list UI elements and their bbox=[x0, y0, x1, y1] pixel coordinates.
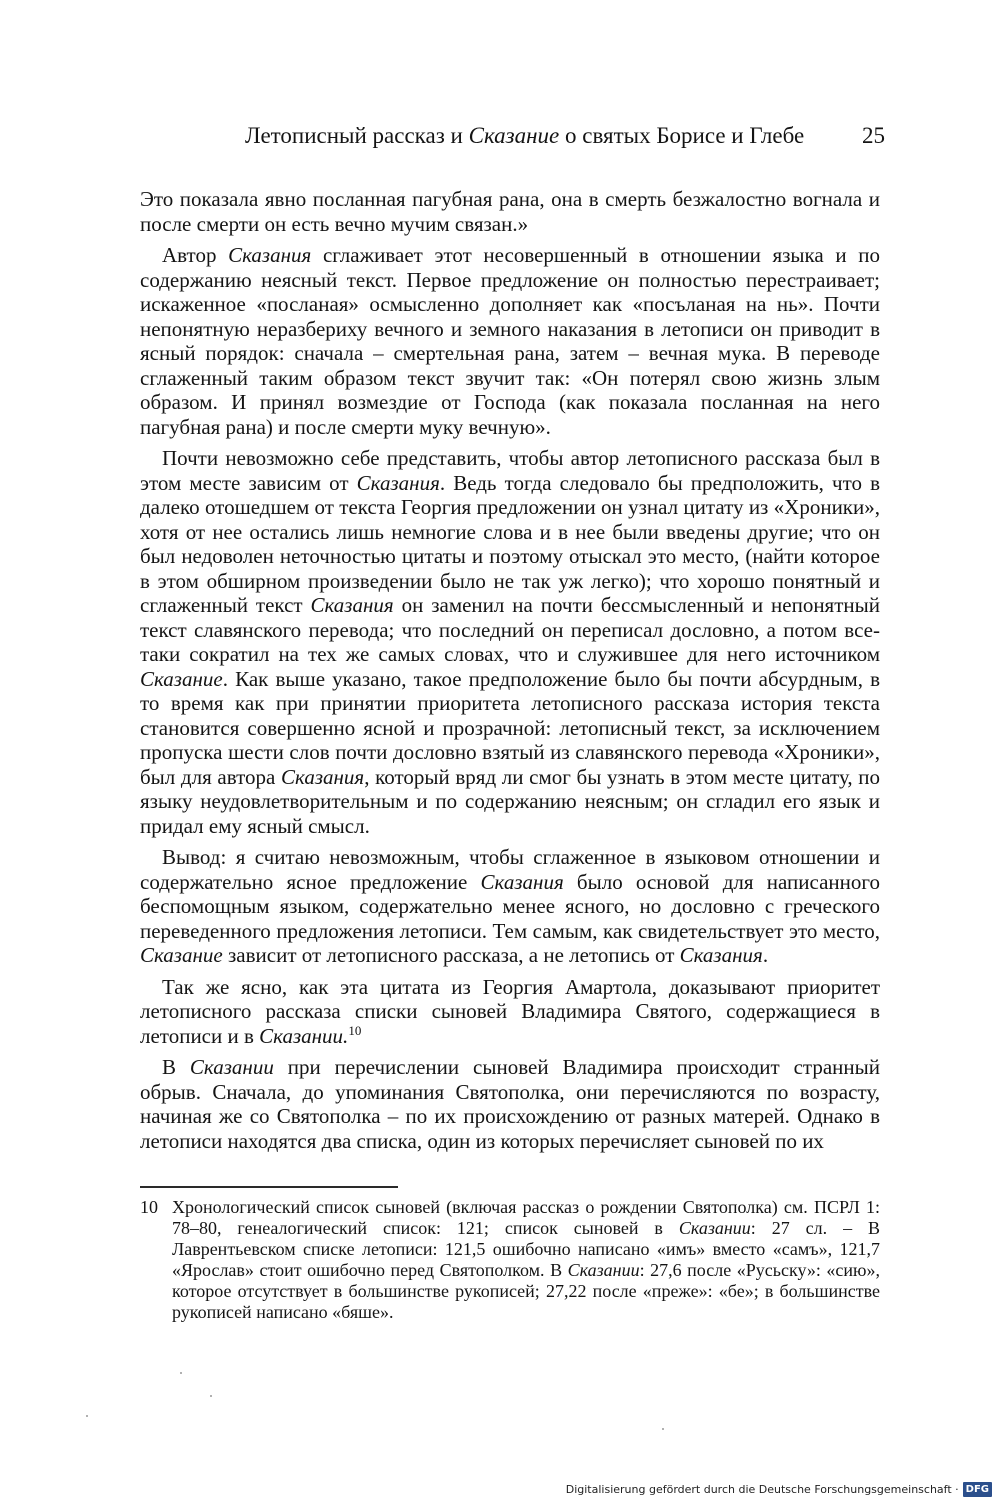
footnote-divider bbox=[140, 1186, 398, 1188]
page-number: 25 bbox=[862, 123, 885, 148]
paragraph-5: Так же ясно, как эта цитата из Георгия Амартола, доказывают приоритет летописного рассказа списки сыновей Владимира Святого, содержащиеся в летописи и в Сказании.$^{10}$ bbox=[140, 974, 880, 1048]
paragraph-1: Это показала явно посланная пагубная рана, она в смерть безжалостно вогнала и после смерти он есть вечно мучим связан.» bbox=[140, 187, 880, 236]
running-title: Летописный рассказ и Сказание о святых Борисе и Глебе bbox=[245, 123, 805, 148]
paragraph-4: Вывод: я считаю невозможным, чтобы сглаженное в языковом отношении и содержательно ясное предложение Сказания было основой для написанного беспомощным языком, содержательно менее ясного, но дословно с греческого переведенного предложения летописи. Тем самым, как свидетельствует это место, Сказание зависит от летописного рассказа, а не летопись от Сказания. bbox=[140, 845, 880, 967]
scan-speck bbox=[662, 1428, 664, 1430]
footnote-number: 10 bbox=[140, 1197, 158, 1217]
running-header bbox=[245, 118, 885, 154]
scan-speck bbox=[210, 1395, 212, 1397]
paragraph-2: Автор Сказания сглаживает этот несовершенный в отношении языка и по содержанию неясный текст. Первое предложение он полностью перестраивает; искаженное «посланая» осмысленно дополняет как «посъланая на нь». Почти непонятную неразбериху вечного и земного наказания в летописи он приводит в ясный порядок: сначала – смертельная рана, затем – вечная мука. В переводе сглаженный таким образом текст звучит так: «Он потерял свою жизнь злым образом. И принял возмездие от Господа (как показала посланная на него пагубная рана) и после смерти муку вечную». bbox=[140, 243, 880, 439]
dfg-logo: DFG bbox=[963, 1482, 992, 1497]
scan-speck bbox=[180, 1372, 182, 1374]
footnote: 10 Хронологический список сыновей (включая рассказ о рождении Святополка) см. ПСРЛ 1: 78–80, генеалогический список: 121; список сыновей в Сказании: 27 сл. – В Лаврентьевском списке летописи: 121,5 ошибочно написано «имъ» вместо «самъ», 121,7 «Ярослав» стоит ошибочно перед Святополком. В Сказании: 27,6 после «Русьску»: «сию», которое отсутствует в большинстве рукописей; 27,22 после «преже»: «бе»; в большинстве рукописей написано «бяше». bbox=[140, 1197, 881, 1322]
digitization-stamp bbox=[566, 1479, 992, 1499]
footnote-ref[interactable]: 10 bbox=[348, 1022, 362, 1038]
paragraph-6: В Сказании при перечислении сыновей Владимира происходит странный обрыв. Сначала, до упоминания Святополка, они перечисляются по возрасту, начиная же со Святополка – по их происхождению от разных матерей. Однако в летописи находятся два списка, один из которых перечисляет сыновей по их bbox=[140, 1055, 880, 1153]
paragraph-3: Почти невозможно себе представить, чтобы автор летописного рассказа был в этом месте зависим от Сказания. Ведь тогда следовало бы предположить, что в далеко отошедшем от текста Георгия предложении он узнал цитату из «Хроники», хотя от нее остались лишь немногие слова и в нее были введены другие; что он был недоволен неточностью цитаты и поэтому отыскал это место, (найти которое в этом обширном произведении было не так уж легко); что хорошо понятный и сглаженный текст Сказания он заменил на почти бессмысленный и непонятный текст славянского перевода; что последний он переписал дословно, а потом все-таки сократил на тех же самых словах, что и служившее для него источником Сказание. Как выше указано, такое предположение было бы почти абсурдным, в то время как при принятии приоритета летописного рассказа история текста становится совершенно ясной и прозрачной: летописный текст, за исключением пропуска шести слов почти дословно взятый из славянского перевода «Хроники», был для автора Сказания, который вряд ли смог бы узнать в этом месте цитату, по языку неудовлетворительным и по содержанию неясным; он сгладил его язык и придал ему ясный смысл. bbox=[140, 446, 881, 838]
body-text bbox=[140, 187, 880, 1160]
scan-speck bbox=[86, 1415, 88, 1417]
digitization-credit: Digitalisierung gefördert durch die Deutsche Forschungsgemeinschaft · bbox=[565, 1482, 959, 1496]
